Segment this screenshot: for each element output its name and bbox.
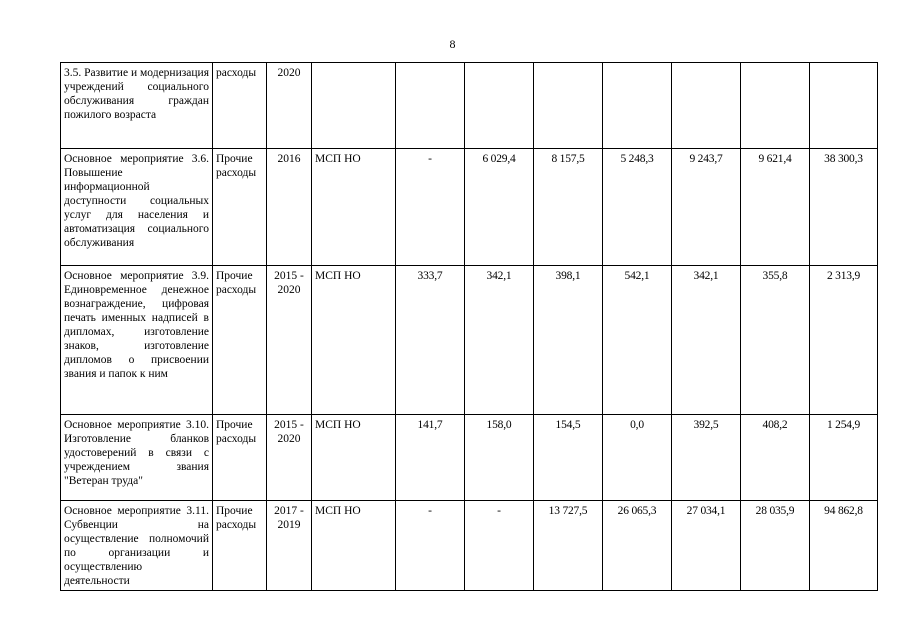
value-cell: 38 300,3 — [810, 149, 878, 266]
value-cell: 398,1 — [534, 266, 603, 415]
years-cell: 2015 - 2020 — [267, 415, 312, 501]
value-cell: 158,0 — [465, 415, 534, 501]
executor-cell: МСП НО — [312, 266, 396, 415]
value-cell: 13 727,5 — [534, 501, 603, 591]
program-table — [60, 62, 878, 591]
value-cell: - — [465, 501, 534, 591]
value-cell: 355,8 — [741, 266, 810, 415]
years-cell: 2020 — [267, 63, 312, 149]
value-cell: 154,5 — [534, 415, 603, 501]
expense-type-cell: Прочие расходы — [213, 501, 267, 591]
value-cell: 9 243,7 — [672, 149, 741, 266]
value-cell — [534, 63, 603, 149]
table-body — [61, 63, 878, 591]
value-cell: - — [396, 149, 465, 266]
value-cell — [396, 63, 465, 149]
measure-name-cell: Основное мероприятие 3.9. Единовременное денежное вознаграждение, цифровая печать именных надписей в дипломах, изготовление знаков, изготовление дипломов о присвоении звания и папок к ним — [61, 266, 213, 415]
value-cell: 6 029,4 — [465, 149, 534, 266]
value-cell: 28 035,9 — [741, 501, 810, 591]
value-cell: 141,7 — [396, 415, 465, 501]
value-cell: 342,1 — [465, 266, 534, 415]
value-cell — [741, 63, 810, 149]
years-cell: 2015 - 2020 — [267, 266, 312, 415]
value-cell: 9 621,4 — [741, 149, 810, 266]
value-cell: 0,0 — [603, 415, 672, 501]
measure-name-cell: Основное мероприятие 3.10. Изготовление бланков удостоверений в связи с учреждением звания "Ветеран труда" — [61, 415, 213, 501]
value-cell — [465, 63, 534, 149]
table-row — [61, 415, 878, 501]
executor-cell — [312, 63, 396, 149]
value-cell: - — [396, 501, 465, 591]
value-cell: 408,2 — [741, 415, 810, 501]
value-cell — [603, 63, 672, 149]
executor-cell: МСП НО — [312, 415, 396, 501]
table-row — [61, 63, 878, 149]
value-cell — [672, 63, 741, 149]
table-row — [61, 149, 878, 266]
years-cell: 2017 - 2019 — [267, 501, 312, 591]
executor-cell: МСП НО — [312, 149, 396, 266]
value-cell: 27 034,1 — [672, 501, 741, 591]
expense-type-cell: Прочие расходы — [213, 266, 267, 415]
value-cell: 342,1 — [672, 266, 741, 415]
value-cell: 1 254,9 — [810, 415, 878, 501]
value-cell: 392,5 — [672, 415, 741, 501]
value-cell — [810, 63, 878, 149]
value-cell: 5 248,3 — [603, 149, 672, 266]
measure-name-cell: Основное мероприятие 3.6. Повышение информационной доступности социальных услуг для населения и автоматизация социального обслуживания — [61, 149, 213, 266]
value-cell: 542,1 — [603, 266, 672, 415]
expense-type-cell: Прочие расходы — [213, 415, 267, 501]
value-cell: 8 157,5 — [534, 149, 603, 266]
table-row — [61, 266, 878, 415]
expense-type-cell: Прочие расходы — [213, 149, 267, 266]
value-cell: 333,7 — [396, 266, 465, 415]
years-cell: 2016 — [267, 149, 312, 266]
measure-name-cell: Основное мероприятие 3.11. Субвенции на осуществление полномочий по организации и осуществлению деятельности — [61, 501, 213, 591]
executor-cell: МСП НО — [312, 501, 396, 591]
value-cell: 2 313,9 — [810, 266, 878, 415]
measure-name-cell: 3.5. Развитие и модернизация учреждений социального обслуживания граждан пожилого возраста — [61, 63, 213, 149]
value-cell: 94 862,8 — [810, 501, 878, 591]
expense-type-cell: расходы — [213, 63, 267, 149]
table-row — [61, 501, 878, 591]
page-number: 8 — [449, 37, 456, 51]
value-cell: 26 065,3 — [603, 501, 672, 591]
